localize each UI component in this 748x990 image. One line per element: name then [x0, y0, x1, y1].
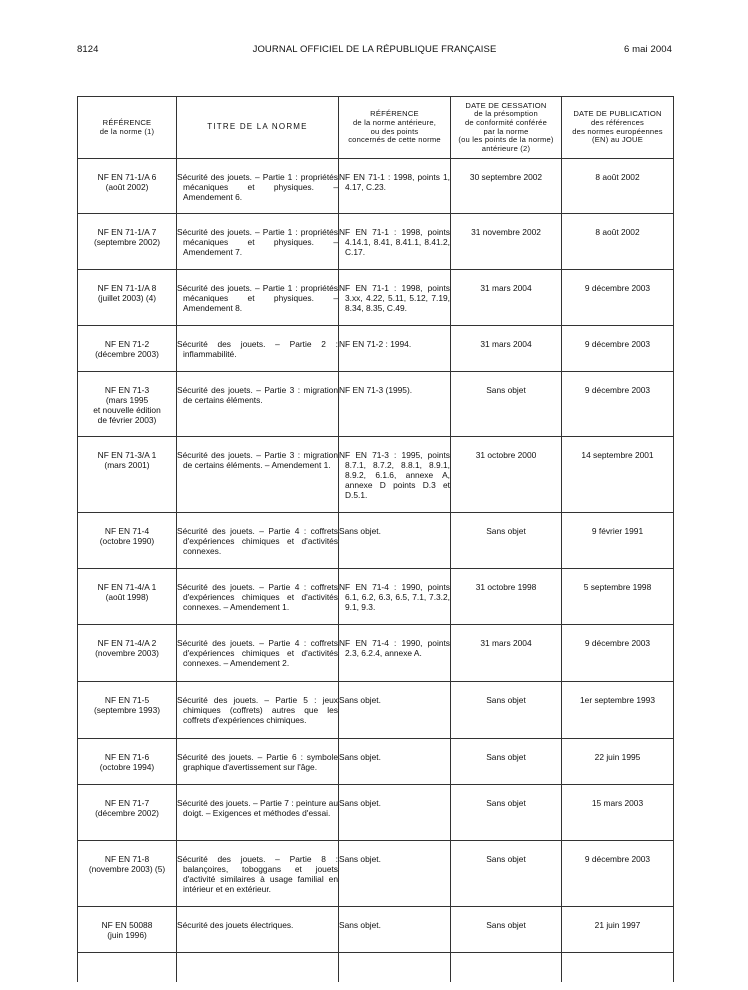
cell-prev-ref — [339, 682, 451, 739]
cell-date-publication-text: 14 septembre 2001 — [581, 450, 654, 460]
cell-date-cessation-text: 31 mars 2004 — [480, 339, 532, 349]
cell-ref-text: NF EN 71-1/A 8 (juillet 2003) (4) — [97, 283, 157, 303]
cell-prev-ref — [339, 739, 451, 785]
cell-title — [177, 739, 339, 785]
table-row — [78, 437, 674, 513]
cell-date-publication — [562, 326, 674, 372]
cell-date-cessation-text: Sans objet — [486, 695, 526, 705]
cell-title-text: Sécurité des jouets. – Partie 3 : migration de certains éléments. — [177, 385, 338, 405]
cell-title-text: Sécurité des jouets. – Partie 8 : balançoires, toboggans et jouets d'activité similaires à usage familial en intérieur et en extérieur. — [177, 854, 338, 894]
cell-prev-ref — [339, 437, 451, 513]
cell-prev-ref — [339, 326, 451, 372]
cell-title-text: Sécurité des jouets. – Partie 6 : symbole graphique d'avertissement sur l'âge. — [177, 752, 338, 772]
cell-date-cessation-text: Sans objet — [486, 385, 526, 395]
header-ref — [78, 97, 177, 159]
standards-table — [77, 96, 674, 982]
cell-date-cessation — [451, 907, 562, 953]
cell-title — [177, 569, 339, 625]
cell-date-cessation-text: Sans objet — [486, 920, 526, 930]
cell-ref-text: NF EN 71-4/A 2 (novembre 2003) — [95, 638, 159, 658]
cell-date-publication-text: 8 août 2002 — [595, 227, 640, 237]
table-row — [78, 625, 674, 682]
cell-ref — [78, 372, 177, 437]
cell-ref — [78, 270, 177, 326]
table-row — [78, 270, 674, 326]
page-number: 8124 — [77, 44, 99, 55]
cell-prev-ref-text: NF EN 71-3 : 1995, points 8.7.1, 8.7.2, 8.8.1, 8.9.1, 8.9.2, 6.1.6, annexe A, annexe D points D.3 et D.5.1. — [339, 450, 450, 500]
cell-date-cessation — [451, 739, 562, 785]
cell-date-publication — [562, 739, 674, 785]
table-row — [78, 682, 674, 739]
cell-date-publication — [562, 372, 674, 437]
header-date-publication — [562, 97, 674, 159]
cell-prev-ref-text: Sans objet. — [339, 920, 381, 930]
cell-date-cessation-text: 31 novembre 2002 — [471, 227, 541, 237]
cell-prev-ref-text: NF EN 71-1 : 1998, points 1, 4.17, C.23. — [339, 172, 450, 192]
cell-ref — [78, 326, 177, 372]
table-row — [78, 739, 674, 785]
cell-ref — [78, 159, 177, 214]
cell-ref-text: NF EN 71-4/A 1 (août 1998) — [97, 582, 157, 602]
cell-date-cessation — [451, 841, 562, 907]
cell-prev-ref-text: Sans objet. — [339, 526, 381, 536]
cell-date-cessation — [451, 513, 562, 569]
cell-title-text: Sécurité des jouets. – Partie 1 : propriétés mécaniques et physiques. – Amendement 7. — [177, 227, 338, 257]
cell-ref-text: NF EN 71-2 (décembre 2003) — [95, 339, 159, 359]
cell-date-cessation-text: Sans objet — [486, 752, 526, 762]
cell-date-publication-text: 9 décembre 2003 — [584, 385, 651, 395]
cell-ref-text: NF EN 71-3/A 1 (mars 2001) — [97, 450, 157, 470]
cell-date-publication-text: 21 juin 1997 — [594, 920, 641, 930]
cell-ref — [78, 739, 177, 785]
table-row — [78, 907, 674, 953]
cell-empty — [339, 953, 451, 983]
cell-title — [177, 437, 339, 513]
cell-ref-text: NF EN 71-8 (novembre 2003) (5) — [88, 854, 166, 874]
issue-date: 6 mai 2004 — [623, 44, 672, 55]
cell-date-cessation — [451, 682, 562, 739]
table-row — [78, 326, 674, 372]
header-prev-ref-text: RÉFÉRENCE de la norme antérieure, ou des points concernés de cette norme — [348, 109, 441, 145]
cell-prev-ref — [339, 841, 451, 907]
cell-title-text: Sécurité des jouets. – Partie 1 : propriétés mécaniques et physiques. – Amendement 8. — [177, 283, 338, 313]
cell-ref — [78, 214, 177, 270]
cell-ref — [78, 841, 177, 907]
cell-title-text: Sécurité des jouets. – Partie 4 : coffrets d'expériences chimiques et d'activités connexes. – Amendement 1. — [177, 582, 338, 612]
cell-prev-ref-text: NF EN 71-4 : 1990, points 6.1, 6.2, 6.3, 6.5, 7.1, 7.3.2, 9.1, 9.3. — [339, 582, 450, 612]
cell-date-cessation-text: Sans objet — [486, 854, 526, 864]
cell-date-publication-text: 9 décembre 2003 — [584, 638, 651, 648]
cell-ref — [78, 569, 177, 625]
cell-date-publication-text: 22 juin 1995 — [594, 752, 641, 762]
cell-date-publication — [562, 159, 674, 214]
cell-date-publication — [562, 437, 674, 513]
cell-empty — [451, 953, 562, 983]
table-row — [78, 785, 674, 841]
cell-title — [177, 907, 339, 953]
header-title-text: TITRE DE LA NORME — [207, 122, 308, 132]
cell-date-publication — [562, 214, 674, 270]
cell-title-text: Sécurité des jouets. – Partie 7 : peinture au doigt. – Exigences et méthodes d'essai. — [177, 798, 338, 818]
cell-title — [177, 326, 339, 372]
cell-date-cessation — [451, 270, 562, 326]
cell-prev-ref-text: Sans objet. — [339, 752, 381, 762]
cell-prev-ref — [339, 569, 451, 625]
cell-date-publication-text: 9 décembre 2003 — [584, 283, 651, 293]
cell-date-cessation — [451, 159, 562, 214]
cell-date-cessation-text: 31 octobre 2000 — [475, 450, 537, 460]
cell-empty — [78, 953, 177, 983]
cell-prev-ref — [339, 270, 451, 326]
table-row — [78, 841, 674, 907]
table-row — [78, 159, 674, 214]
cell-title — [177, 159, 339, 214]
cell-prev-ref — [339, 785, 451, 841]
cell-date-publication — [562, 841, 674, 907]
cell-prev-ref-text: NF EN 71-4 : 1990, points 2.3, 6.2.4, annexe A. — [339, 638, 450, 658]
cell-date-publication — [562, 625, 674, 682]
cell-date-publication-text: 5 septembre 1998 — [583, 582, 652, 592]
cell-date-publication — [562, 682, 674, 739]
cell-date-publication-text: 8 août 2002 — [595, 172, 640, 182]
table-row — [78, 513, 674, 569]
cell-ref-text: NF EN 71-1/A 6 (août 2002) — [97, 172, 157, 192]
cell-date-publication — [562, 270, 674, 326]
cell-prev-ref-text: NF EN 71-2 : 1994. — [339, 339, 412, 349]
cell-ref-text: NF EN 71-6 (octobre 1994) — [99, 752, 155, 772]
cell-title — [177, 214, 339, 270]
cell-title — [177, 841, 339, 907]
cell-title — [177, 513, 339, 569]
cell-title-text: Sécurité des jouets. – Partie 2 : inflammabilité. — [177, 339, 338, 359]
cell-title — [177, 270, 339, 326]
cell-date-cessation-text: Sans objet — [486, 526, 526, 536]
cell-prev-ref-text: NF EN 71-1 : 1998, points 4.14.1, 8.41, 8.41.1, 8.41.2, C.17. — [339, 227, 450, 257]
cell-title — [177, 785, 339, 841]
cell-prev-ref — [339, 625, 451, 682]
header-ref-text: RÉFÉRENCE de la norme (1) — [99, 117, 155, 136]
cell-prev-ref — [339, 372, 451, 437]
cell-ref-text: NF EN 71-1/A 7 (septembre 2002) — [93, 227, 161, 247]
header-prev-ref — [339, 97, 451, 159]
page-header — [77, 44, 672, 58]
header-date-publication-text: DATE DE PUBLICATION des références des normes européennes (EN) au JOUE — [572, 109, 663, 145]
cell-date-cessation — [451, 569, 562, 625]
cell-date-publication — [562, 513, 674, 569]
cell-date-cessation — [451, 372, 562, 437]
cell-date-cessation — [451, 437, 562, 513]
cell-title-text: Sécurité des jouets. – Partie 3 : migration de certains éléments. – Amendement 1. — [177, 450, 338, 470]
cell-prev-ref-text: Sans objet. — [339, 695, 381, 705]
table-row — [78, 214, 674, 270]
cell-date-publication-text: 9 décembre 2003 — [584, 339, 651, 349]
cell-date-cessation-text: 31 octobre 1998 — [475, 582, 537, 592]
cell-ref — [78, 682, 177, 739]
cell-date-publication-text: 15 mars 2003 — [591, 798, 644, 808]
cell-date-cessation — [451, 326, 562, 372]
cell-title-text: Sécurité des jouets électriques. — [177, 920, 294, 930]
cell-title — [177, 625, 339, 682]
cell-prev-ref — [339, 214, 451, 270]
cell-date-cessation — [451, 214, 562, 270]
cell-date-publication-text: 9 février 1991 — [591, 526, 644, 536]
cell-ref-text: NF EN 71-3 (mars 1995 et nouvelle édition de février 2003) — [93, 385, 161, 425]
cell-prev-ref-text: NF EN 71-3 (1995). — [339, 385, 413, 395]
cell-date-publication-text: 9 décembre 2003 — [584, 854, 651, 864]
header-date-cessation-text: DATE DE CESSATION de la présomption de conformité conférée par la norme (ou les points de la norme) antérieure (2) — [458, 100, 554, 153]
header-title — [177, 97, 339, 159]
cell-ref-text: NF EN 50088 (juin 1996) — [101, 920, 153, 940]
cell-title-text: Sécurité des jouets. – Partie 1 : propriétés mécaniques et physiques. – Amendement 6. — [177, 172, 338, 202]
cell-date-cessation-text: Sans objet — [486, 798, 526, 808]
table-row — [78, 569, 674, 625]
cell-ref — [78, 785, 177, 841]
cell-ref — [78, 513, 177, 569]
cell-date-publication-text: 1er septembre 1993 — [580, 695, 655, 705]
cell-ref — [78, 625, 177, 682]
cell-ref-text: NF EN 71-7 (décembre 2002) — [95, 798, 159, 818]
cell-title — [177, 372, 339, 437]
cell-prev-ref-text: Sans objet. — [339, 798, 381, 808]
cell-ref-text: NF EN 71-5 (septembre 1993) — [93, 695, 161, 715]
cell-empty — [562, 953, 674, 983]
cell-date-cessation-text: 31 mars 2004 — [480, 638, 532, 648]
cell-date-publication — [562, 907, 674, 953]
cell-ref — [78, 437, 177, 513]
cell-prev-ref — [339, 513, 451, 569]
cell-date-cessation-text: 31 mars 2004 — [480, 283, 532, 293]
cell-prev-ref-text: Sans objet. — [339, 854, 381, 864]
table-row — [78, 372, 674, 437]
cell-date-publication — [562, 785, 674, 841]
cell-title-text: Sécurité des jouets. – Partie 5 : jeux chimiques (coffrets) autres que les coffrets d'expériences chimiques. — [177, 695, 338, 725]
cell-date-publication — [562, 569, 674, 625]
cell-ref-text: NF EN 71-4 (octobre 1990) — [99, 526, 155, 546]
cell-prev-ref-text: NF EN 71-1 : 1998, points 3.xx, 4.22, 5.11, 5.12, 7.19, 8.34, 8.35, C.49. — [339, 283, 450, 313]
cell-title-text: Sécurité des jouets. – Partie 4 : coffrets d'expériences chimiques et d'activités connexes. – Amendement 2. — [177, 638, 338, 668]
cell-empty — [177, 953, 339, 983]
table-header-row — [78, 97, 674, 159]
cell-date-cessation-text: 30 septembre 2002 — [469, 172, 543, 182]
header-date-cessation — [451, 97, 562, 159]
journal-title: JOURNAL OFFICIEL DE LA RÉPUBLIQUE FRANÇAISE — [252, 44, 497, 55]
cell-date-cessation — [451, 625, 562, 682]
cell-ref — [78, 907, 177, 953]
cell-title — [177, 682, 339, 739]
cell-date-cessation — [451, 785, 562, 841]
cell-title-text: Sécurité des jouets. – Partie 4 : coffrets d'expériences chimiques et d'activités connexes. — [177, 526, 338, 556]
cell-prev-ref — [339, 159, 451, 214]
cell-prev-ref — [339, 907, 451, 953]
table-row-continuation — [78, 953, 674, 983]
